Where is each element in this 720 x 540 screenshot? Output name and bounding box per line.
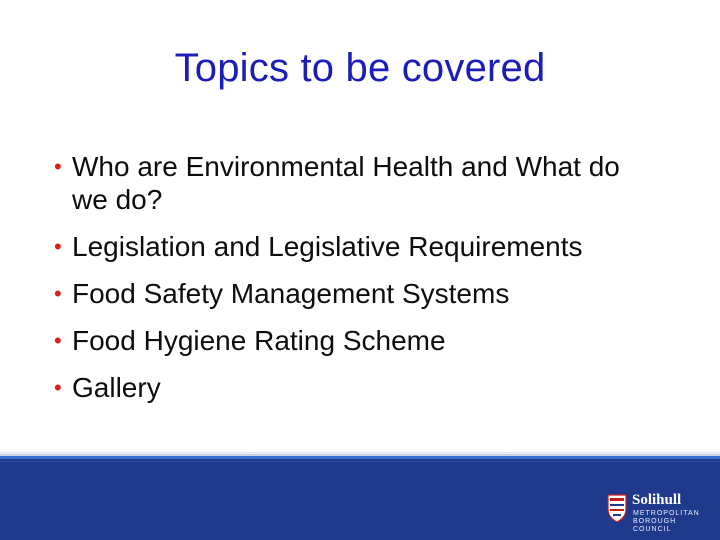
bullet-item: [56, 324, 676, 357]
logo-name: Solihull: [632, 492, 682, 508]
bullet-text: Legislation and Legislative Requirements: [72, 231, 583, 262]
bullet-item: [56, 150, 676, 216]
bullet-dot-icon: •: [54, 154, 62, 179]
bullet-item: [56, 277, 676, 310]
bullet-list: [56, 150, 676, 418]
bullet-item: [56, 230, 676, 263]
bullet-dot-icon: •: [54, 281, 62, 306]
bullet-text: Food Safety Management Systems: [72, 278, 510, 309]
logo-line-2: BOROUGH COUNCIL: [633, 518, 677, 533]
logo-line-1: METROPOLITAN: [633, 510, 700, 517]
bullet-text: Who are Environmental Health and What do we do?: [72, 151, 620, 215]
bullet-dot-icon: •: [54, 234, 62, 259]
council-crest-icon: [606, 493, 628, 523]
bullet-text: Food Hygiene Rating Scheme: [72, 325, 446, 356]
bullet-dot-icon: •: [54, 375, 62, 400]
bullet-dot-icon: •: [54, 328, 62, 353]
slide-title: Topics to be covered: [174, 46, 546, 90]
council-logo: [606, 492, 708, 533]
bullet-item: [56, 371, 676, 404]
bullet-text: Gallery: [72, 372, 161, 403]
